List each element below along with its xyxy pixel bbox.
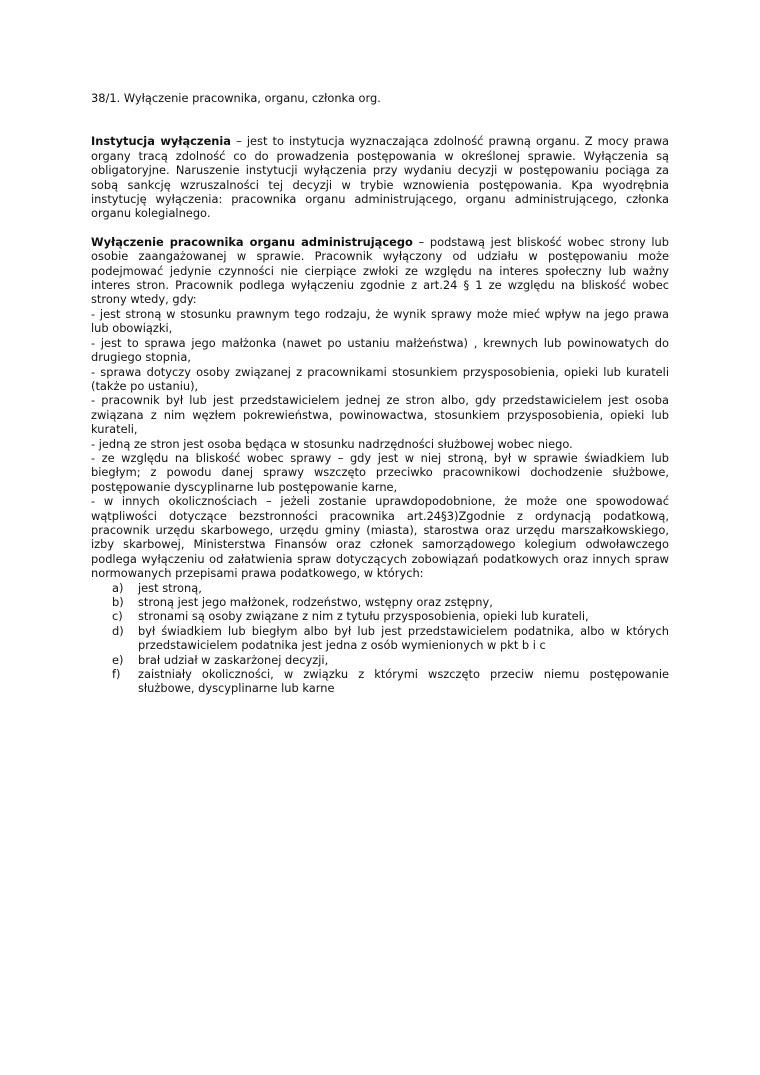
page-title: 38/1. Wyłączenie pracownika, organu, członka org. xyxy=(91,91,381,105)
dash-item: - ze względu na bliskość wobec sprawy – gdy jest w niej stroną, był w sprawie świadkiem lub biegłym; z powodu danej sprawy wszczęto przeciwko pracownikowi dochodzenie służbowe, postępowanie dyscyplinarne lub postępowanie karne, xyxy=(91,450,669,494)
worker-paragraph xyxy=(91,235,669,307)
worker-lead-term: Wyłączenie pracownika organu administrującego xyxy=(91,234,413,249)
list-item-letter: a) xyxy=(112,580,124,595)
list-item-text: stronami są osoby związane z nim z tytułu przysposobienia, opieki lub kurateli, xyxy=(138,609,589,624)
list-item-text: stroną jest jego małżonek, rodzeństwo, wstępny oraz zstępny, xyxy=(138,595,493,609)
document-page xyxy=(91,91,669,696)
dash-item: - sprawa dotyczy osoby związanej z pracownikami stosunkiem przysposobienia, opieki lub kurateli (także po ustaniu), xyxy=(91,364,669,393)
intro-paragraph xyxy=(91,134,669,220)
list-item xyxy=(112,653,669,667)
list-item-text: brał udział w zaskarżonej decyzji, xyxy=(138,652,329,667)
intro-lead-term: Instytucja wyłączenia xyxy=(91,134,231,149)
list-item-letter: f) xyxy=(112,667,121,682)
list-item-text: był świadkiem lub biegłym albo był lub jest przedstawicielem podatnika, albo w których przedstawicielem podatnika jest jedna z osób wymienionych w pkt b i c xyxy=(138,623,669,653)
dash-item: - jest stroną w stosunku prawnym tego rodzaju, że wynik sprawy może mieć wpływ na jego prawa lub obowiązki, xyxy=(91,306,669,336)
list-item-letter: d) xyxy=(112,623,124,638)
list-item xyxy=(112,624,669,653)
worker-text: – podstawą jest bliskość wobec strony lub osobie zaangażowanej w sprawie. Pracownik wyłączony od udziału w postępowaniu może podejmować jedynie czynności nie cierpiące zwłoki ze względu na interes społeczny lub ważny interes stron. Pracownik podlega wyłączeniu zgodnie z art.24 § 1 ze względu na bliskość wobec strony wtedy, gdy: xyxy=(91,234,670,307)
list-item-letter: c) xyxy=(112,609,123,624)
dash-item: - pracownik był lub jest przedstawicielem jednej ze stron albo, gdy przedstawicielem jest osoba związana z nim węzłem pokrewieństwa, powinowactwa, stosunkiem przysposobienia, opieki lub kurateli, xyxy=(91,393,669,437)
list-item xyxy=(112,667,669,696)
list-item-letter: b) xyxy=(112,595,124,609)
list-item-letter: e) xyxy=(112,652,124,667)
dash-item: - jedną ze stron jest osoba będąca w stosunku nadrzędności służbowej wobec niego. xyxy=(91,436,573,451)
list-item-text: jest stroną, xyxy=(138,580,202,595)
intro-text: – jest to instytucja wyznaczająca zdolność prawną organu. Z mocy prawa organy tracą zdolność co do prowadzenia postępowania w określonej sprawie. Wyłączenia są obligatoryjne. Naruszenie instytucji wyłączenia przy wydaniu decyzji w postępowaniu pociąga za sobą sankcję wzruszalności tej decyzji w trybie wznowienia postępowania. Kpa wyodrębnia instytucję wyłączenia: pracownika organu administrującego, organu administrującego, członka organu kolegialnego. xyxy=(91,134,669,221)
dash-list xyxy=(91,307,669,581)
dash-item: - w innych okolicznościach – jeżeli zostanie uprawdopodobnione, że może one spowodować wątpliwości dotyczące bezstronności pracownika art.24§3)Zgodnie z ordynacją podatkową, pracownik urzędu skarbowego, urzędu gminy (miasta), starostwa oraz urzędu marszałkowskiego, izby skarbowej, Ministerstwa Finansów oraz członek samorządowego kolegium odwoławczego podlega wyłączeniu od załatwienia spraw dotyczących zobowiązań podatkowych oraz innych spraw normowanych przepisami prawa podatkowego, w których: xyxy=(91,494,669,581)
list-item xyxy=(112,595,669,609)
lettered-list xyxy=(91,581,669,696)
list-item xyxy=(112,609,669,623)
dash-item: - jest to sprawa jego małżonka (nawet po ustaniu małżeństwa) , krewnych lub powinowatych do drugiego stopnia, xyxy=(91,335,669,365)
list-item xyxy=(112,581,669,595)
list-item-text: zaistniały okoliczności, w związku z którymi wszczęto przeciw niemu postępowanie służbowe, dyscyplinarne lub karne xyxy=(138,667,669,696)
